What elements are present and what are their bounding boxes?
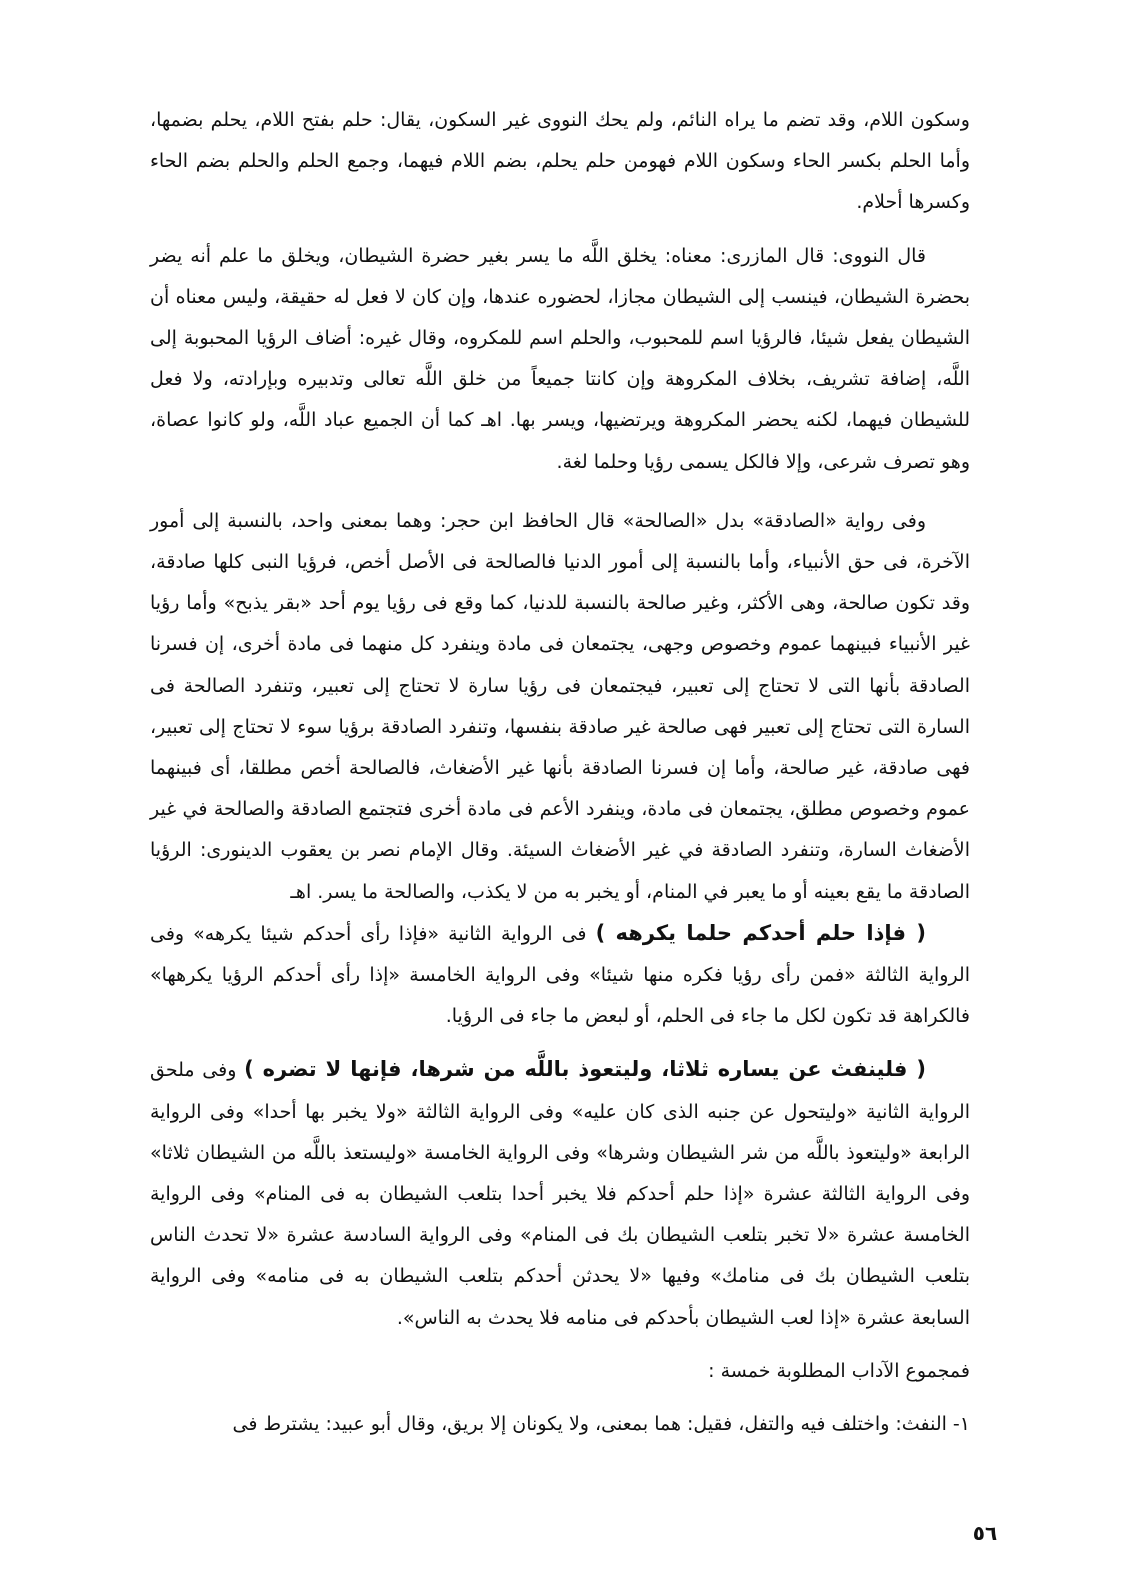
paragraph-7: ١- النفث: واختلف فيه والتفل، فقيل: هما بمعنى، ولا يكونان إلا بريق، وقال أبو عبيد: يشترط فى xyxy=(232,1413,970,1436)
paragraph-5-text: وفى ملحق الرواية الثانية «وليتحول عن جنبه الذى كان عليه» وفى الرواية الثالثة «ولا يخبر بها أحدا» وفى الرواية الرابعة «وليتعوذ باللَّه من شر الشيطان وشرها» وفى الرواية الخامسة «وليستعذ باللَّه من الشيطان ثلاثا» وفى الرواية الثالثة عشرة «إذا حلم أحدكم فلا يخبر أحدا بتلعب الشيطان به فى المنام» وفى الرواية الخامسة عشرة «لا تخبر بتلعب الشيطان بك فى المنام» وفى الرواية السادسة عشرة «لا تحدث الناس بتلعب الشيطان بك فى منامك» وفيها «لا يحدثن أحدكم بتلعب الشيطان به فى منامه» وفى الرواية السابعة عشرة «إذا لعب الشيطان بأحدكم فى منامه فلا يحدث به الناس». xyxy=(150,1059,970,1329)
paragraph-4 xyxy=(150,913,970,1038)
quoted-hadith-phrase-1: ( فإذا حلم أحدكم حلما يكرهه ) xyxy=(595,920,926,945)
paragraph-4-text: فى الرواية الثانية «فإذا رأى أحدكم شيئا يكرهه» وفى الرواية الثالثة «فمن رأى رؤيا فكره منها شيئا» وفى الرواية الخامسة «إذا رأى أحدكم الرؤيا يكرهها» فالكراهة قد تكون لكل ما جاء فى الحلم، أو لبعض ما جاء فى الرؤيا. xyxy=(150,922,970,1028)
paragraph-3: وفى رواية «الصادقة» بدل «الصالحة» قال الحافظ ابن حجر: وهما بمعنى واحد، بالنسبة إلى أمور الآخرة، فى حق الأنبياء، وأما بالنسبة إلى أمور الدنيا فالصالحة فى الأصل أخص، فرؤيا النبى كلها صادقة، وقد تكون صالحة، وهى الأكثر، وغير صالحة بالنسبة للدنيا، كما وقع فى رؤيا يوم أحد «بقر يذبح» وأما رؤيا غير الأنبياء فبينهما عموم وخصوص وجهى، يجتمعان فى مادة وينفرد كل منهما فى مادة أخرى، إن فسرنا الصادقة بأنها التى لا تحتاج إلى تعبير، فيجتمعان فى رؤيا سارة لا تحتاج إلى تعبير، وتنفرد الصالحة فى السارة التى تحتاج إلى تعبير فهى صالحة غير صادقة بنفسها، وتنفرد الصادقة برؤيا سوء لا تحتاج إلى تعبير، فهى صادقة، غير صالحة، وأما إن فسرنا الصادقة بأنها غير الأضغاث، فالصالحة أخص مطلقا، أى فبينهما عموم وخصوص مطلق، يجتمعان فى مادة، وينفرد الأعم فى مادة أخرى فتجتمع الصادقة والصالحة في غير الأضغاث السارة، وتنفرد الصادقة في غير الأضغاث السيئة. وقال الإمام نصر بن يعقوب الدينورى: الرؤيا الصادقة ما يقع بعينه أو ما يعبر في المنام، أو يخبر به من لا يكذب، والصالحة ما يسر. اهـ xyxy=(150,509,970,903)
paragraph-1: وسكون اللام، وقد تضم ما يراه النائم، ولم يحك النووى غير السكون، يقال: حلم بفتح اللام، يحلم بضمها، وأما الحلم بكسر الحاء وسكون اللام فهومن حلم يحلم، بضم اللام فيهما، وجمع الحلم والحلم بضم الحاء وكسرها أحلام. xyxy=(150,109,970,214)
quoted-hadith-phrase-2: ( فلينفث عن يساره ثلاثا، وليتعوذ باللَّه من شرها، فإنها لا تضره ) xyxy=(244,1057,926,1082)
paragraph-5 xyxy=(150,1049,970,1338)
page-number: ٥٦ xyxy=(972,1521,998,1545)
paragraph-6: فمجموع الآداب المطلوبة خمسة : xyxy=(708,1359,970,1382)
paragraph-2: قال النووى: قال المازرى: معناه: يخلق اللَّه ما يسر بغير حضرة الشيطان، ويخلق ما علم أنه يضر بحضرة الشيطان، فينسب إلى الشيطان مجازا، لحضوره عندها، وإن كان لا فعل له حقيقة، وليس معناه أن الشيطان يفعل شيئا، فالرؤيا اسم للمحبوب، والحلم اسم للمكروه، وقال غيره: أضاف الرؤيا المحبوبة إلى اللَّه، إضافة تشريف، بخلاف المكروهة وإن كانتا جميعاً من خلق اللَّه تعالى وتدبيره وبإرادته، ولا فعل للشيطان فيهما، لكنه يحضر المكروهة ويرتضيها، ويسر بها. اهـ كما أن الجميع عباد اللَّه، ولو كانوا عصاة، وهو تصرف شرعى، وإلا فالكل يسمى رؤيا وحلما لغة. xyxy=(150,244,970,473)
document-page xyxy=(150,100,970,1520)
